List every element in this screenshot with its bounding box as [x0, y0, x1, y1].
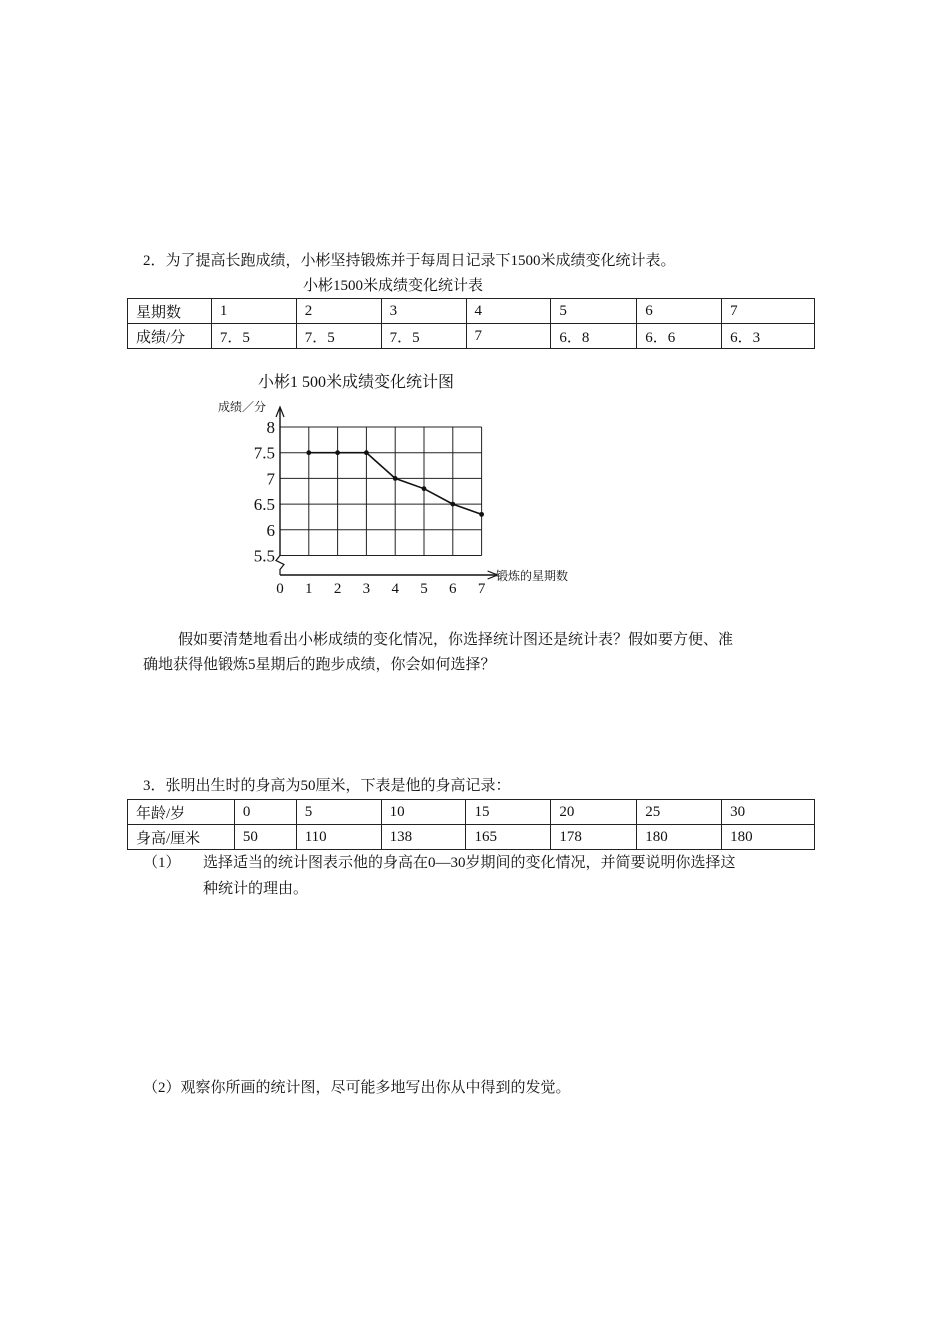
- week-cell: 6: [637, 299, 722, 324]
- q2-question-line1: 假如要清楚地看出小彬成绩的变化情况，你选择统计图还是统计表？假如要方便、准: [178, 632, 734, 648]
- age-cell: 5: [296, 800, 381, 825]
- q3-sub1-line2: 种统计的理由。: [203, 881, 309, 897]
- height-cell: 50: [234, 825, 296, 850]
- y-tick-label: 6.5: [253, 495, 275, 515]
- chart-title: 小彬1 500米成绩变化统计图: [258, 374, 455, 391]
- data-point: [422, 486, 427, 491]
- x-tick-label: 4: [391, 581, 399, 597]
- score-cell: 7．5: [296, 324, 381, 349]
- y-tick-label: 5.5: [253, 546, 275, 566]
- score-cell: 7．5: [381, 324, 466, 349]
- age-cell: 25: [637, 800, 722, 825]
- axis-break-symbol: [276, 556, 284, 576]
- age-row: [128, 800, 815, 825]
- q2-intro: 2．为了提高长跑成绩，小彬坚持锻炼并于每周日记录下1500米成绩变化统计表。: [143, 253, 676, 269]
- score-line-chart: [200, 365, 600, 605]
- data-point: [306, 450, 311, 455]
- q3-sub1-line1: 选择适当的统计图表示他的身高在0—30岁期间的变化情况，并简要说明你选择这: [203, 855, 736, 871]
- height-cell: 180: [637, 825, 722, 850]
- week-cell: 4: [466, 299, 551, 324]
- score-cell: 6．6: [637, 324, 722, 349]
- age-cell: 10: [381, 800, 466, 825]
- row-header-week: 星期数: [128, 299, 212, 324]
- week-cell: 7: [722, 299, 815, 324]
- height-row: [128, 825, 815, 850]
- x-tick-label: 6: [449, 581, 457, 597]
- score-cell: 6．3: [722, 324, 815, 349]
- data-point: [479, 512, 484, 517]
- age-cell: 30: [722, 800, 815, 825]
- age-cell: 0: [234, 800, 296, 825]
- score-row: [128, 324, 815, 349]
- data-point: [393, 476, 398, 481]
- x-tick-label: 5: [420, 581, 428, 597]
- y-tick-label: 8: [266, 418, 275, 437]
- x-tick-label: 7: [477, 581, 486, 597]
- age-cell: 20: [551, 800, 637, 825]
- chart-grid: [280, 427, 482, 556]
- row-header-height: 身高/厘米: [128, 825, 235, 850]
- score-table: [127, 298, 815, 349]
- y-tick-label: 7: [266, 469, 275, 489]
- week-cell: 2: [296, 299, 381, 324]
- x-tick-label: 3: [362, 581, 371, 597]
- data-point: [335, 450, 340, 455]
- y-tick-label: 7.5: [253, 443, 275, 463]
- q3-intro: 3．张明出生时的身高为50厘米，下表是他的身高记录：: [143, 778, 511, 794]
- height-cell: 180: [722, 825, 815, 850]
- q3-sub1-marker: （1）: [143, 855, 181, 871]
- data-point: [450, 502, 455, 507]
- x-axis-label: 锻炼的星期数: [496, 569, 569, 583]
- row-header-score: 成绩/分: [128, 324, 212, 349]
- y-axis-label: 成绩／分: [218, 400, 267, 414]
- score-cell: 7: [466, 324, 551, 349]
- q3-sub2: （2）观察你所画的统计图，尽可能多地写出你从中得到的发觉。: [143, 1080, 571, 1096]
- q2-table-title: 小彬1500米成绩变化统计表: [303, 278, 484, 294]
- q2-question-line2: 确地获得他锻炼5星期后的跑步成绩，你会如何选择？: [143, 657, 496, 673]
- score-cell: 6．8: [551, 324, 637, 349]
- x-tick-label: 0: [276, 581, 284, 597]
- week-cell: 5: [551, 299, 637, 324]
- data-point: [364, 450, 369, 455]
- score-cell: 7．5: [211, 324, 296, 349]
- y-tick-label: 6: [266, 520, 275, 540]
- week-cell: 3: [381, 299, 466, 324]
- height-cell: 165: [466, 825, 551, 850]
- row-header-age: 年龄/岁: [128, 800, 235, 825]
- x-tick-label: 2: [333, 581, 342, 597]
- week-cell: 1: [211, 299, 296, 324]
- chart-ticks: [254, 418, 486, 597]
- height-table: [127, 799, 815, 850]
- age-cell: 15: [466, 800, 551, 825]
- height-cell: 178: [551, 825, 637, 850]
- x-tick-label: 1: [305, 581, 313, 597]
- week-row: [128, 299, 815, 324]
- height-cell: 138: [381, 825, 466, 850]
- height-cell: 110: [296, 825, 381, 850]
